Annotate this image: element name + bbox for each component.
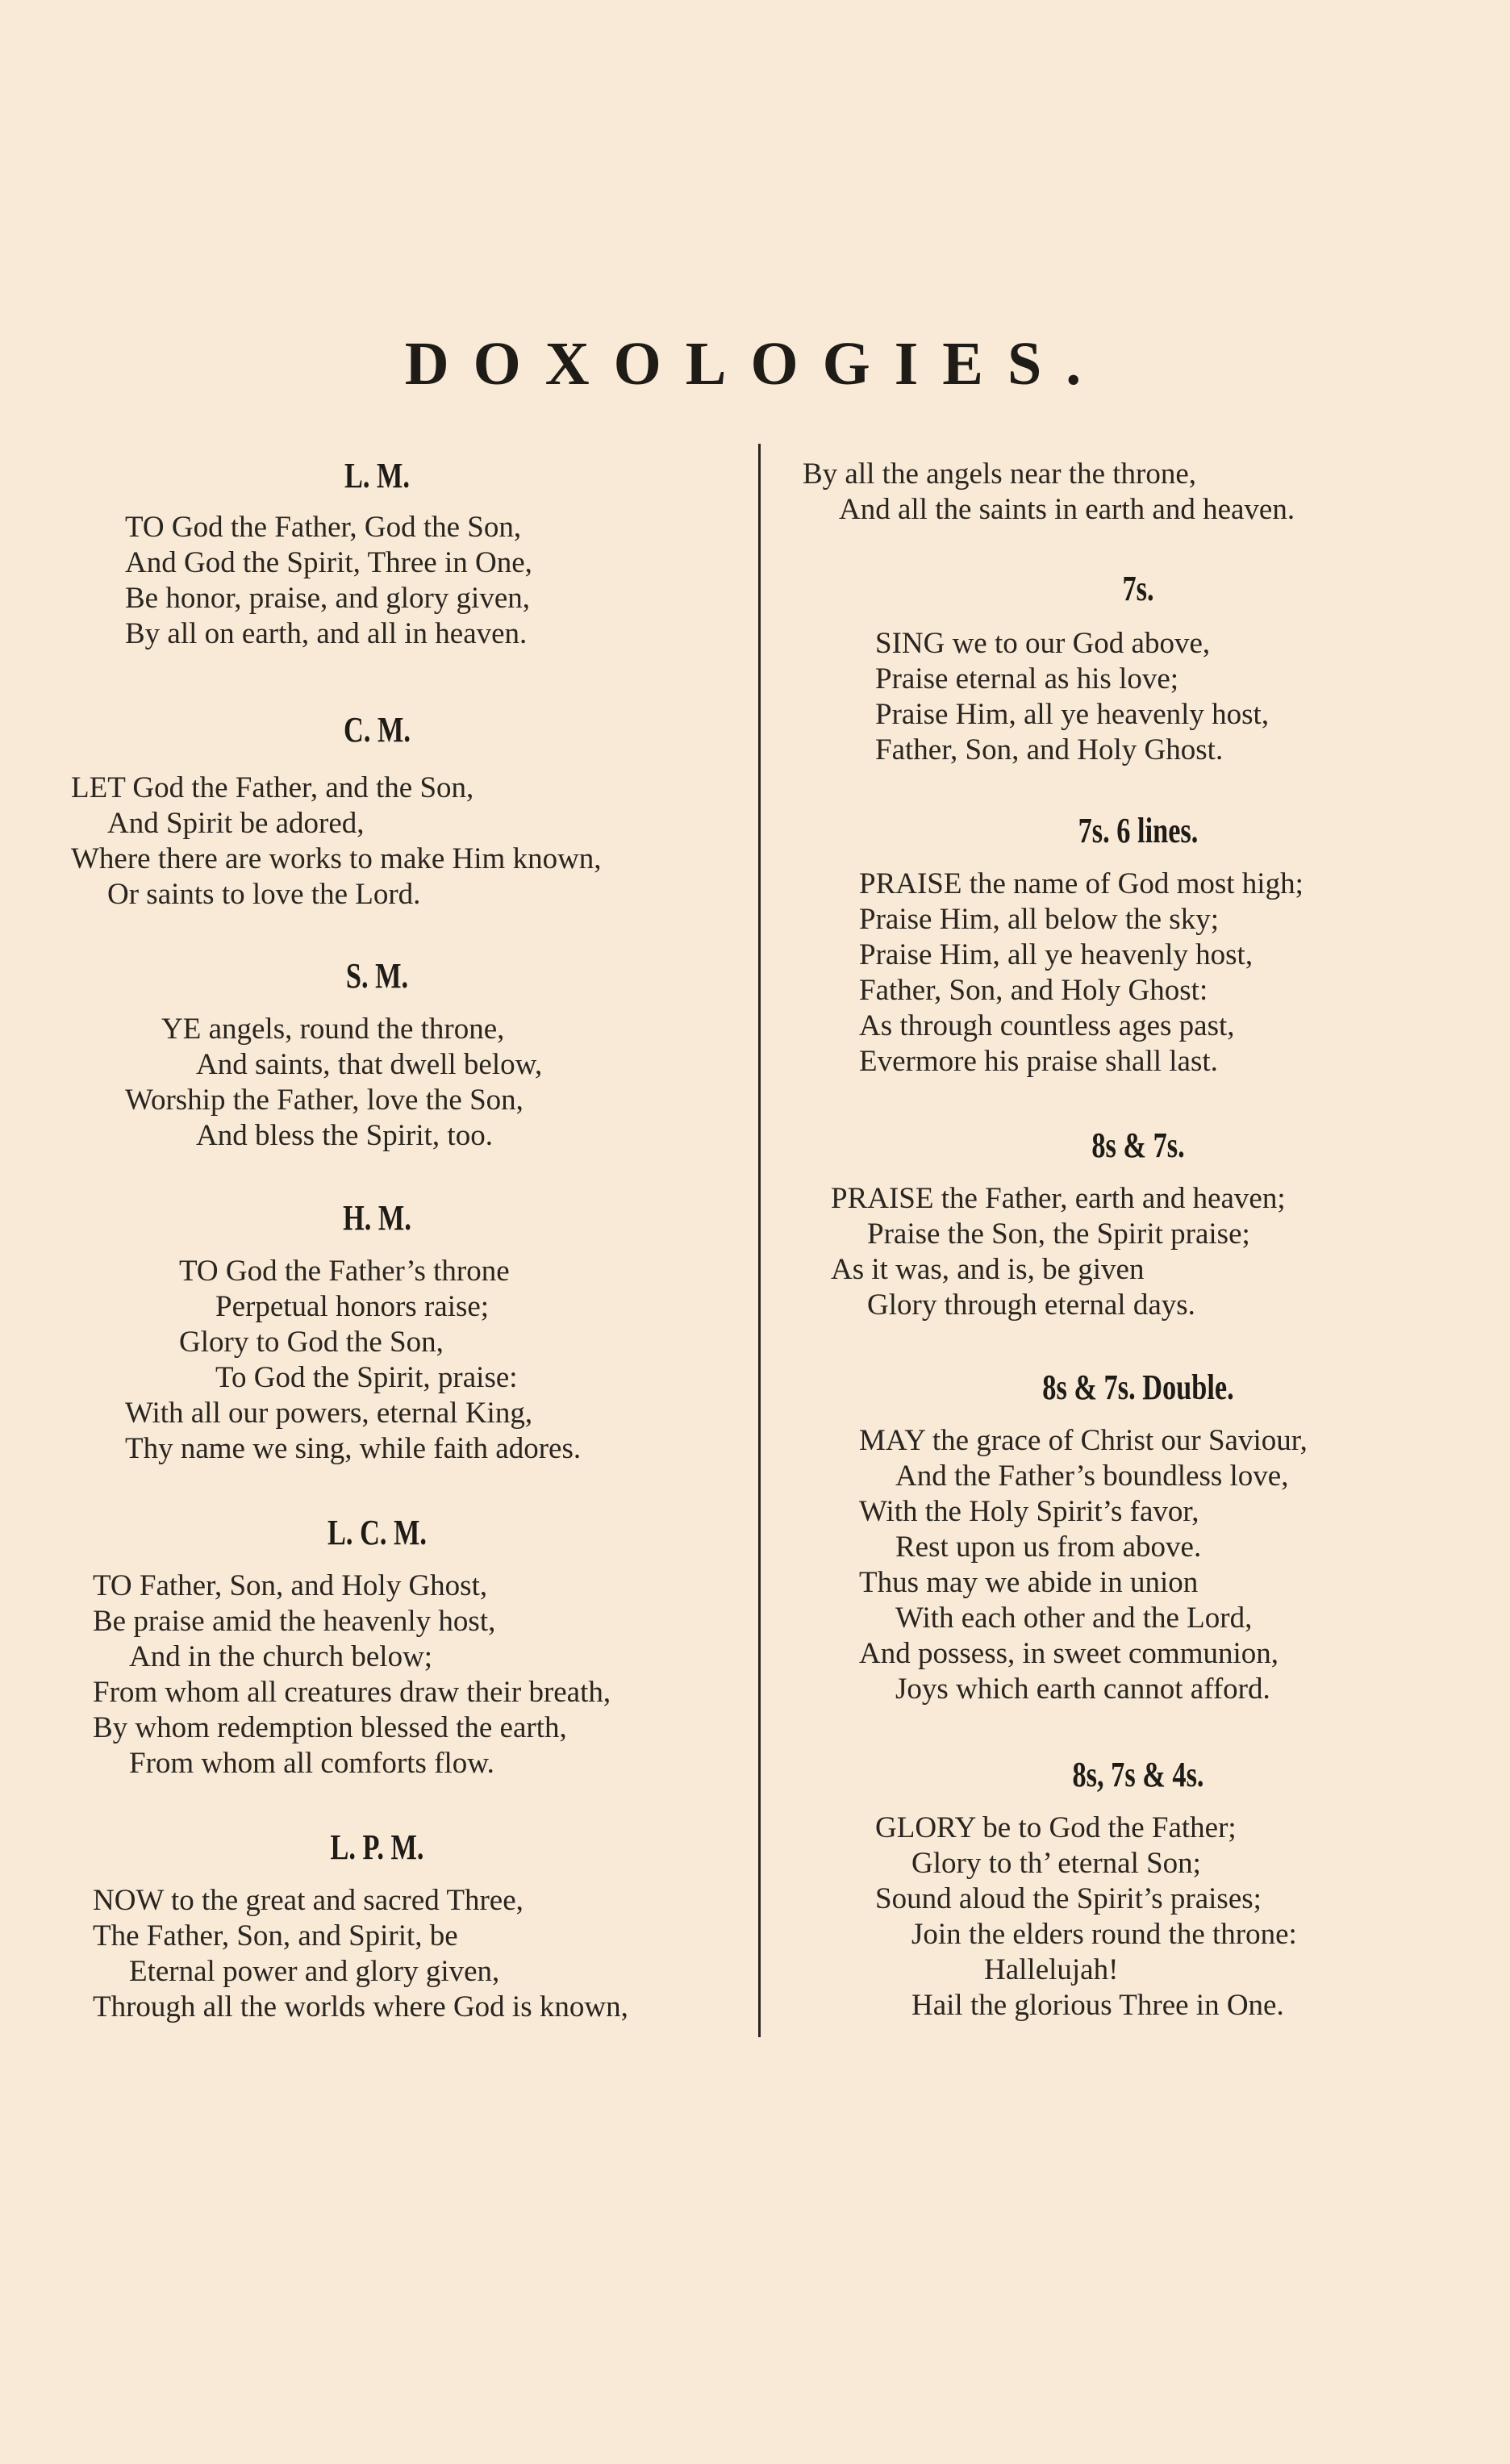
doxology-7s-6-lines: [766, 807, 1510, 1080]
verse-line: By all the angels near the throne,: [803, 457, 1197, 491]
meter-heading: L. C. M.: [327, 1513, 427, 1552]
verse-line: Joys which earth cannot afford.: [895, 1673, 1270, 1706]
meter-heading: 8s & 7s.: [1091, 1126, 1185, 1165]
verse-line: MAY the grace of Christ our Saviour,: [859, 1424, 1308, 1457]
verse-line: As through countless ages past,: [859, 1009, 1235, 1042]
verse-line: Or saints to love the Lord.: [107, 878, 421, 911]
doxology-continued: [766, 457, 1295, 528]
meter-heading: S. M.: [345, 956, 409, 996]
verse: [766, 1423, 1510, 1707]
verse: [0, 1254, 754, 1467]
meter-heading: H. M.: [343, 1198, 411, 1238]
verse-line: The Father, Son, and Spirit, be: [93, 1919, 458, 1952]
verse-line: Glory to God the Son,: [179, 1326, 444, 1359]
verse-line: From whom all creatures draw their breath,: [93, 1676, 611, 1709]
verse-line: Father, Son, and Holy Ghost:: [859, 974, 1208, 1007]
verse-line: Hallelujah!: [984, 1953, 1119, 1986]
verse: [766, 626, 1510, 768]
doxology-sm: [0, 952, 754, 1154]
verse-line: Glory through eternal days.: [867, 1288, 1195, 1322]
verse: [766, 1181, 1510, 1323]
verse-line: From whom all comforts flow.: [129, 1747, 494, 1780]
doxology-7s: [766, 565, 1510, 768]
verse: [0, 1568, 754, 1781]
verse: [0, 510, 754, 652]
verse: [0, 1012, 754, 1154]
verse-line: Join the elders round the throne:: [911, 1918, 1297, 1951]
verse-line: With the Holy Spirit’s favor,: [859, 1495, 1199, 1528]
verse-line: And in the church below;: [129, 1640, 433, 1673]
verse: [766, 867, 1510, 1080]
verse-line: Sound aloud the Spirit’s praises;: [875, 1882, 1262, 1915]
page-title: DOXOLOGIES.: [404, 330, 1106, 398]
verse-line: Praise Him, all ye heavenly host,: [875, 698, 1270, 731]
verse-line: Evermore his praise shall last.: [859, 1045, 1218, 1078]
verse-line: And possess, in sweet communion,: [859, 1637, 1279, 1670]
verse-line: Where there are works to make Him known,: [71, 842, 602, 875]
verse-line: Praise eternal as his love;: [875, 662, 1179, 695]
verse-line: Praise Him, all ye heavenly host,: [859, 938, 1253, 971]
verse-line: And God the Spirit, Three in One,: [125, 546, 532, 579]
verse: [0, 1883, 754, 2025]
verse-line: PRAISE the name of God most high;: [859, 867, 1304, 900]
verse-line: And all the saints in earth and heaven.: [839, 493, 1295, 526]
verse-line: By all on earth, and all in heaven.: [125, 617, 528, 650]
verse-line: Praise Him, all below the sky;: [859, 903, 1219, 936]
verse-line: TO God the Father’s throne: [179, 1255, 510, 1288]
meter-heading: 8s & 7s. Double.: [1042, 1368, 1234, 1407]
meter-heading: C. M.: [344, 710, 411, 750]
verse-line: SING we to our God above,: [875, 627, 1211, 660]
verse-line: And Spirit be adored,: [107, 807, 365, 840]
verse-line: Eternal power and glory given,: [129, 1955, 500, 1988]
verse-line: NOW to the great and sacred Three,: [93, 1884, 523, 1917]
verse-line: Thus may we abide in union: [859, 1566, 1199, 1599]
verse-line: With all our powers, eternal King,: [125, 1397, 533, 1430]
column-divider: [758, 444, 761, 2037]
meter-heading: L. P. M.: [330, 1827, 424, 1867]
verse-line: LET God the Father, and the Son,: [71, 771, 474, 804]
verse-line: Worship the Father, love the Son,: [125, 1084, 523, 1117]
doxology-hm: [0, 1194, 754, 1467]
verse-line: TO Father, Son, and Holy Ghost,: [93, 1569, 488, 1602]
doxology-8s-7s-double: [766, 1364, 1510, 1707]
verse-line: To God the Spirit, praise:: [215, 1361, 518, 1394]
verse: [766, 1810, 1510, 2023]
doxology-cm: [0, 706, 754, 913]
verse-line: Be honor, praise, and glory given,: [125, 582, 531, 615]
verse-line: Hail the glorious Three in One.: [911, 1989, 1284, 2022]
doxology-8s-7s: [766, 1121, 1510, 1323]
meter-heading: L. M.: [344, 456, 411, 495]
doxology-lcm: [0, 1509, 754, 1781]
verse-line: As it was, and is, be given: [831, 1253, 1145, 1286]
verse-line: Thy name we sing, while faith adores.: [125, 1432, 582, 1465]
doxology-8s-7s-4s: [766, 1751, 1510, 2023]
meter-heading: 7s. 6 lines.: [1078, 811, 1199, 850]
verse-line: Through all the worlds where God is known,: [93, 1990, 628, 2023]
verse-line: Father, Son, and Holy Ghost.: [875, 733, 1224, 766]
meter-heading: 7s.: [1122, 569, 1154, 608]
verse: [766, 457, 1295, 528]
verse-line: Be praise amid the heavenly host,: [93, 1605, 496, 1638]
verse-line: Glory to th’ eternal Son;: [911, 1847, 1201, 1880]
verse-line: And bless the Spirit, too.: [196, 1119, 493, 1152]
doxology-lm: [0, 452, 754, 652]
doxology-lpm: [0, 1823, 754, 2025]
verse: [0, 771, 754, 913]
verse-line: Rest upon us from above.: [895, 1531, 1202, 1564]
verse-line: And saints, that dwell below,: [196, 1048, 543, 1081]
verse-line: PRAISE the Father, earth and heaven;: [831, 1182, 1286, 1215]
verse-line: And the Father’s boundless love,: [895, 1460, 1289, 1493]
meter-heading: 8s, 7s & 4s.: [1072, 1755, 1204, 1794]
verse-line: By whom redemption blessed the earth,: [93, 1711, 567, 1744]
verse-line: With each other and the Lord,: [895, 1602, 1253, 1635]
verse-line: GLORY be to God the Father;: [875, 1811, 1237, 1844]
verse-line: Perpetual honors raise;: [215, 1290, 490, 1323]
verse-line: YE angels, round the throne,: [161, 1013, 505, 1046]
verse-line: TO God the Father, God the Son,: [125, 511, 522, 544]
verse-line: Praise the Son, the Spirit praise;: [867, 1217, 1250, 1251]
